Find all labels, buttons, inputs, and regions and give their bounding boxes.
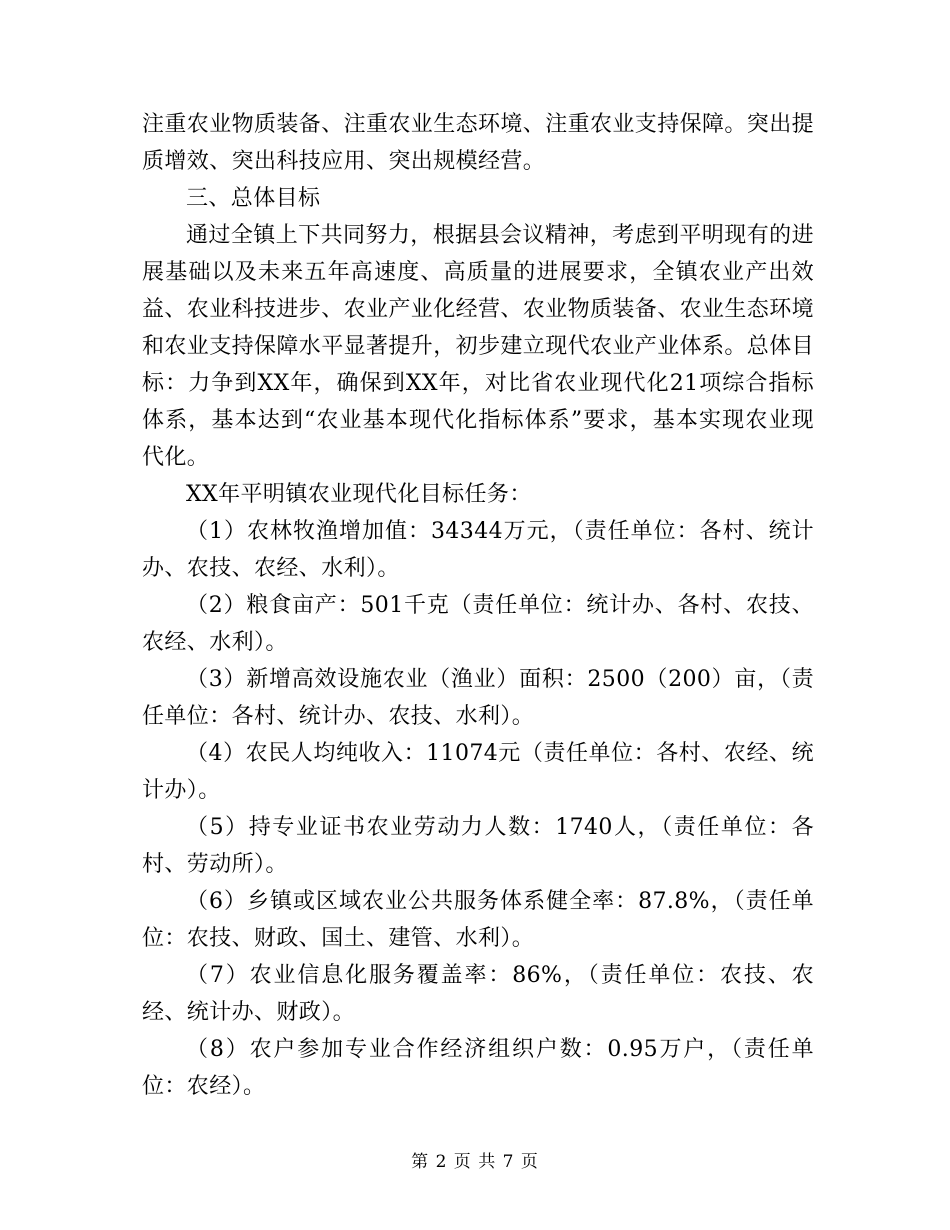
section-heading-overall-goal: 三、总体目标 (186, 186, 321, 211)
page-number-footer: 第 2 页 共 7 页 (411, 1152, 539, 1172)
list-item-task-4: （4）农民人均纯收入：11074元（责任单位：各村、农经、统计办）。 (142, 741, 814, 803)
paragraph-target-tasks-heading: XX年平明镇农业现代化目标任务： (186, 482, 532, 507)
paragraph-intro-continuation: 注重农业物质装备、注重农业生态环境、注重农业支持保障。突出提质增效、突出科技应用、突出规模经营。 (142, 112, 815, 174)
list-item-task-6: （6）乡镇或区域农业公共服务体系健全率：87.8%，（责任单位：农技、财政、国土、建管、水利）。 (142, 889, 814, 951)
document-body (142, 106, 814, 1105)
list-item-task-8: （8）农户参加专业合作经济组织户数：0.95万户，（责任单位：农经）。 (142, 1037, 814, 1099)
list-item-task-1: （1）农林牧渔增加值：34344万元，（责任单位：各村、统计办、农技、农经、水利）。 (142, 519, 814, 581)
list-item-task-3: （3）新增高效设施农业（渔业）面积：2500（200）亩，（责任单位：各村、统计办、农技、水利）。 (142, 667, 814, 729)
list-item-task-7: （7）农业信息化服务覆盖率：86%，（责任单位：农技、农经、统计办、财政）。 (142, 963, 814, 1025)
list-item-task-5: （5）持专业证书农业劳动力人数：1740人，（责任单位：各村、劳动所）。 (142, 815, 814, 877)
paragraph-overall-goal: 通过全镇上下共同努力，根据县会议精神，考虑到平明现有的进展基础以及未来五年高速度、高质量的进展要求，全镇农业产出效益、农业科技进步、农业产业化经营、农业物质装备、农业生态环境和农业支持保障水平显著提升，初步建立现代农业产业体系。总体目标：力争到XX年，确保到XX年，对比省农业现代化21项综合指标体系，基本达到“农业基本现代化指标体系”要求，基本实现农业现代化。 (142, 223, 815, 470)
list-item-task-2: （2）粮食亩产：501千克（责任单位：统计办、各村、农技、农经、水利）。 (142, 593, 814, 655)
